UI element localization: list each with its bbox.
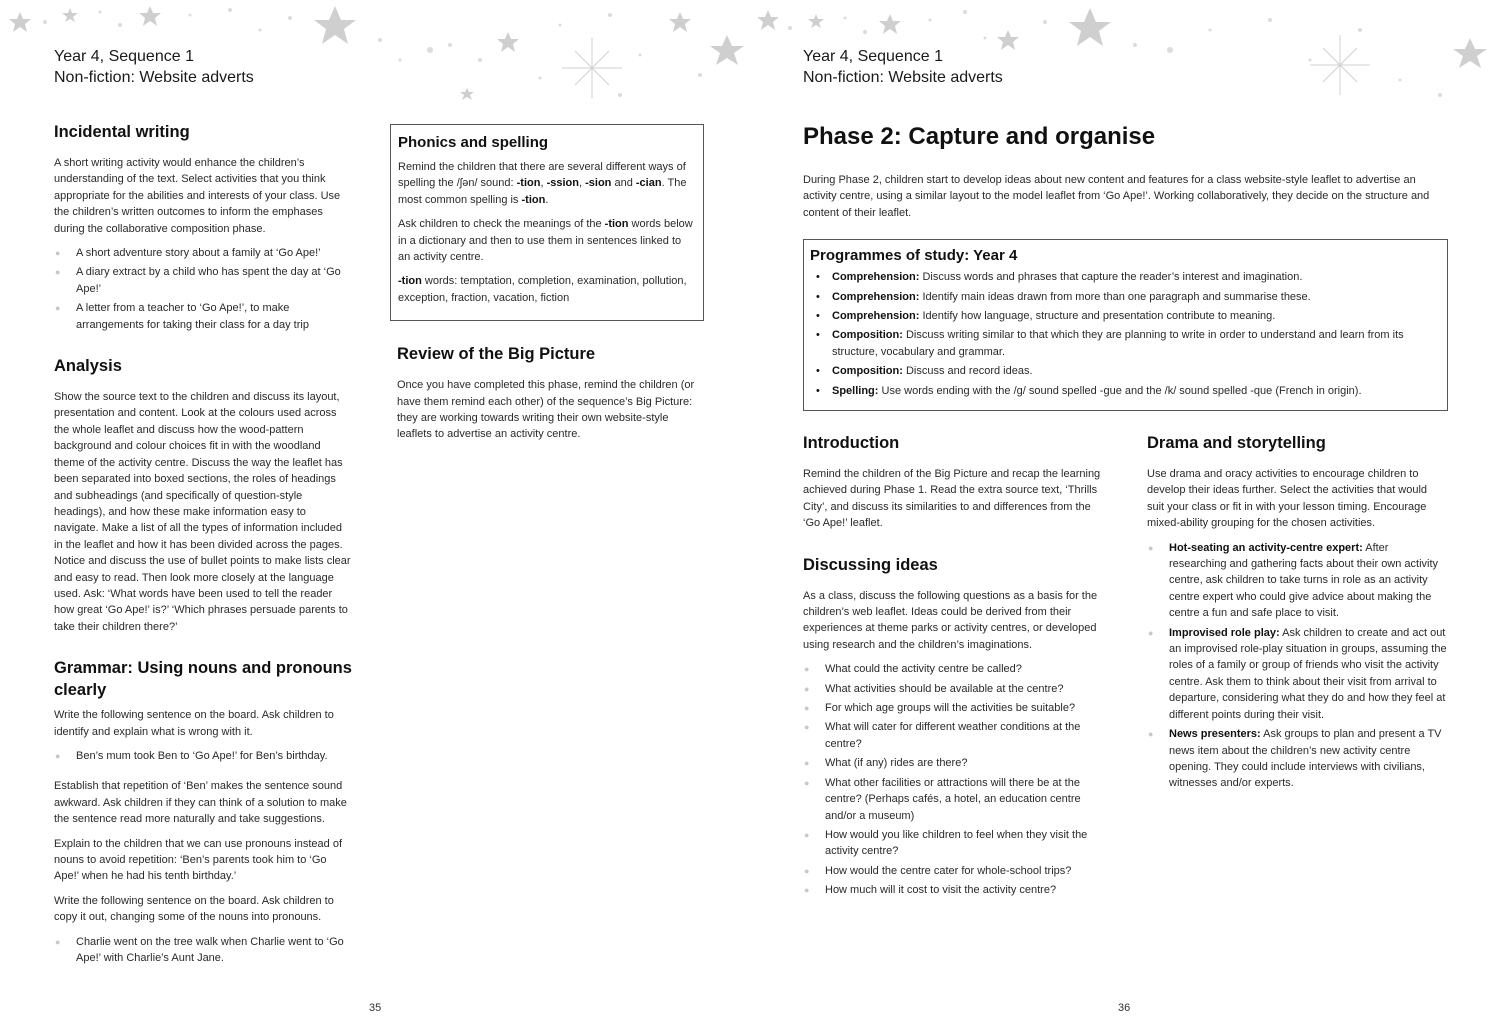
list-item: ● How would the centre cater for whole-school trips? [803,863,1108,879]
list-item: ● What activities should be available at the centre? [803,681,1108,697]
list-item: ● What will cater for different weather conditions at the centre? [803,719,1108,752]
list-item: ● A letter from a teacher to ‘Go Ape!’, to make arrangements for taking their class for a day trip [54,300,352,333]
list-item: ● What could the activity centre be called? [803,661,1108,677]
review-section [390,343,704,443]
list-item: ● For which age groups will the activities be suitable? [803,700,1108,716]
right-page [750,0,1500,1032]
list-item: • Spelling: Use words ending with the /g/ sound spelled -gue and the /k/ sound spelled -que (French in origin). [810,383,1440,399]
list-item: ● Ben’s mum took Ben to ‘Go Ape!’ for Ben’s birthday. [54,748,352,764]
grammar-list-2 [54,934,352,967]
review-heading: Review of the Big Picture [397,345,596,364]
list-item: • Composition: Discuss writing similar to that which they are planning to write in order to understand and learn from its structure, vocabulary and grammar. [810,327,1440,360]
list-item: • Comprehension: Identify main ideas drawn from more than one paragraph and summarise these. [810,289,1440,305]
grammar-heading: Grammar: Using nouns and pronouns clearly [54,659,352,700]
phonics-spelling-box [390,124,704,321]
incidental-writing-heading: Incidental writing [54,123,190,141]
list-item: ● Hot-seating an activity-centre expert: After researching and gathering facts about their own activity centre, ask children to take turns in role as an activity centre expert who could give advice about making the centre a fun and safe place to visit. [1147,540,1447,622]
analysis-heading: Analysis [54,357,122,376]
header-line-1: Year 4, Sequence 1 [803,48,943,65]
programmes-of-study-box [803,239,1448,411]
introduction-body: Remind the children of the Big Picture and recap the learning achieved during Phase 1. Read the extra source text, ‘Thrills City’, and discuss its similarities to and differences from the ‘Go Ape!’ leaflet. [803,468,1101,530]
grammar-paragraph-3: Explain to the children that we can use pronouns instead of nouns to avoid repetition: ‘Ben’s parents took him to ‘Go Ape!’ when he had his tenth birthday.’ [54,837,343,883]
phonics-paragraph-2: Ask children to check the meanings of the -tion words below in a dictionary and then to use them in sentences linked to an activity centre. [398,218,693,264]
programmes-list [810,269,1440,399]
list-item: ● A short adventure story about a family at ‘Go Ape!’ [54,245,352,261]
discussing-ideas-list [803,661,1108,898]
programmes-heading: Programmes of study: Year 4 [810,247,1018,265]
right-page-left-column [803,432,1108,907]
page-number: 35 [369,1002,382,1014]
header-line-2: Non-fiction: Website adverts [803,69,1003,86]
phonics-heading: Phonics and spelling [398,134,549,151]
phase-title: Phase 2: Capture and organise [803,123,1156,150]
list-item: ● What other facilities or attractions will there be at the centre? (Perhaps cafés, a hotel, an education centre and/or a museum) [803,775,1108,824]
grammar-paragraph-2: Establish that repetition of ‘Ben’ makes the sentence sound awkward. Ask children if they can think of a solution to make the sentence read more naturally and take suggestions. [54,780,347,826]
page-header [803,46,1003,88]
discussing-ideas-body: As a class, discuss the following questions as a basis for the children’s web leaflet. Ideas could be derived from their experiences at theme parks or activity centres, or developed using research and the children’s imaginations. [803,589,1098,651]
list-item: ● A diary extract by a child who has spent the day at ‘Go Ape!’ [54,264,352,297]
incidental-writing-list [54,245,352,333]
drama-body: Use drama and oracy activities to encourage children to develop their ideas further. Select the activities that would suit your class or fit in with your lesson timing. Encourage mixed-ability grouping for the chosen activities. [1147,468,1428,530]
page-header [54,46,254,88]
drama-heading: Drama and storytelling [1147,434,1326,452]
phase-intro-section [803,122,1448,411]
review-body: Once you have completed this phase, remind the children (or have them remind each other) of the sequence’s Big Picture: they are working towards writing their own website-style leaflets to advertise an activity centre. [397,379,695,441]
list-item: ● What (if any) rides are there? [803,755,1108,771]
grammar-paragraph-1: Write the following sentence on the board. Ask children to identify and explain what is wrong with it. [54,709,334,738]
incidental-writing-body: A short writing activity would enhance the children’s understanding of the text. Select activities that you think appropriate for the abilities and interests of your class. Use the children’s written outcomes to inform the emphases during the collaborative composition phase. [54,157,341,235]
analysis-body: Show the source text to the children and discuss its layout, presentation and content. Look at the colours used across the whole leaflet and discuss how the wood-pattern background and colour choices fit in with the woodland theme of the activity centre. Discuss the way the leaflet has been separated into boxed sections, the roles of headings and subheadings (and specifically of question-style headings), and how these make information easy to navigate. Make a list of all the types of information included in the leaflet and how it has been divided across the pages. Notice and discuss the use of bullet points to make lists clear and easy to read. Then look more closely at the language used. Ask: ‘What words have been used to tell the reader how great ‘Go Ape!’ is?’ ‘Which phrases persuade parents to take their children there?’ [54,391,351,633]
list-item: ● Charlie went on the tree walk when Charlie went to ‘Go Ape!’ with Charlie’s Aunt Jane. [54,934,352,967]
left-column [54,121,352,974]
introduction-heading: Introduction [803,434,900,452]
list-item: ● Improvised role play: Ask children to create and act out an improvised role-play situation in groups, assuming the roles of a family or group of friends who visit the activity centre. Ask them to think about their visit from arrival to departure, considering what they do and how they feel at different points during their visit. [1147,625,1447,723]
phonics-word-list: -tion words: temptation, completion, examination, pollution, exception, fraction, vacation, fiction [398,275,687,304]
discussing-ideas-heading: Discussing ideas [803,555,938,574]
header-line-2: Non-fiction: Website adverts [54,69,254,86]
page-number: 36 [1118,1002,1131,1014]
list-item: • Comprehension: Discuss words and phrases that capture the reader’s interest and imagination. [810,269,1440,285]
phase-intro: During Phase 2, children start to develop ideas about new content and features for a class website-style leaflet to advertise an activity centre, using a similar layout to the model leaflet from ‘Go Ape!’. Working collaboratively, they decide on the structure and content of their leaflet. [803,174,1430,219]
left-page-right-column [390,124,704,451]
grammar-list-1 [54,748,352,764]
right-page-right-column [1147,432,1447,800]
drama-list [1147,540,1447,792]
phonics-paragraph-1: Remind the children that there are several different ways of spelling the /ʃən/ sound: -tion, -ssion, -sion and -cian. The most common spelling is -tion. [398,161,687,206]
list-item: • Composition: Discuss and record ideas. [810,363,1440,379]
grammar-paragraph-4: Write the following sentence on the board. Ask children to copy it out, changing some of the nouns into pronouns. [54,894,334,924]
list-item: ● How much will it cost to visit the activity centre? [803,882,1108,898]
list-item: ● How would you like children to feel when they visit the activity centre? [803,827,1108,860]
list-item: • Comprehension: Identify how language, structure and presentation contribute to meaning. [810,308,1440,324]
list-item: ● News presenters: Ask groups to plan and present a TV news item about the children’s new activity centre opening. They could include interviews with civilians, witnesses and/or experts. [1147,726,1447,792]
header-line-1: Year 4, Sequence 1 [54,48,194,65]
